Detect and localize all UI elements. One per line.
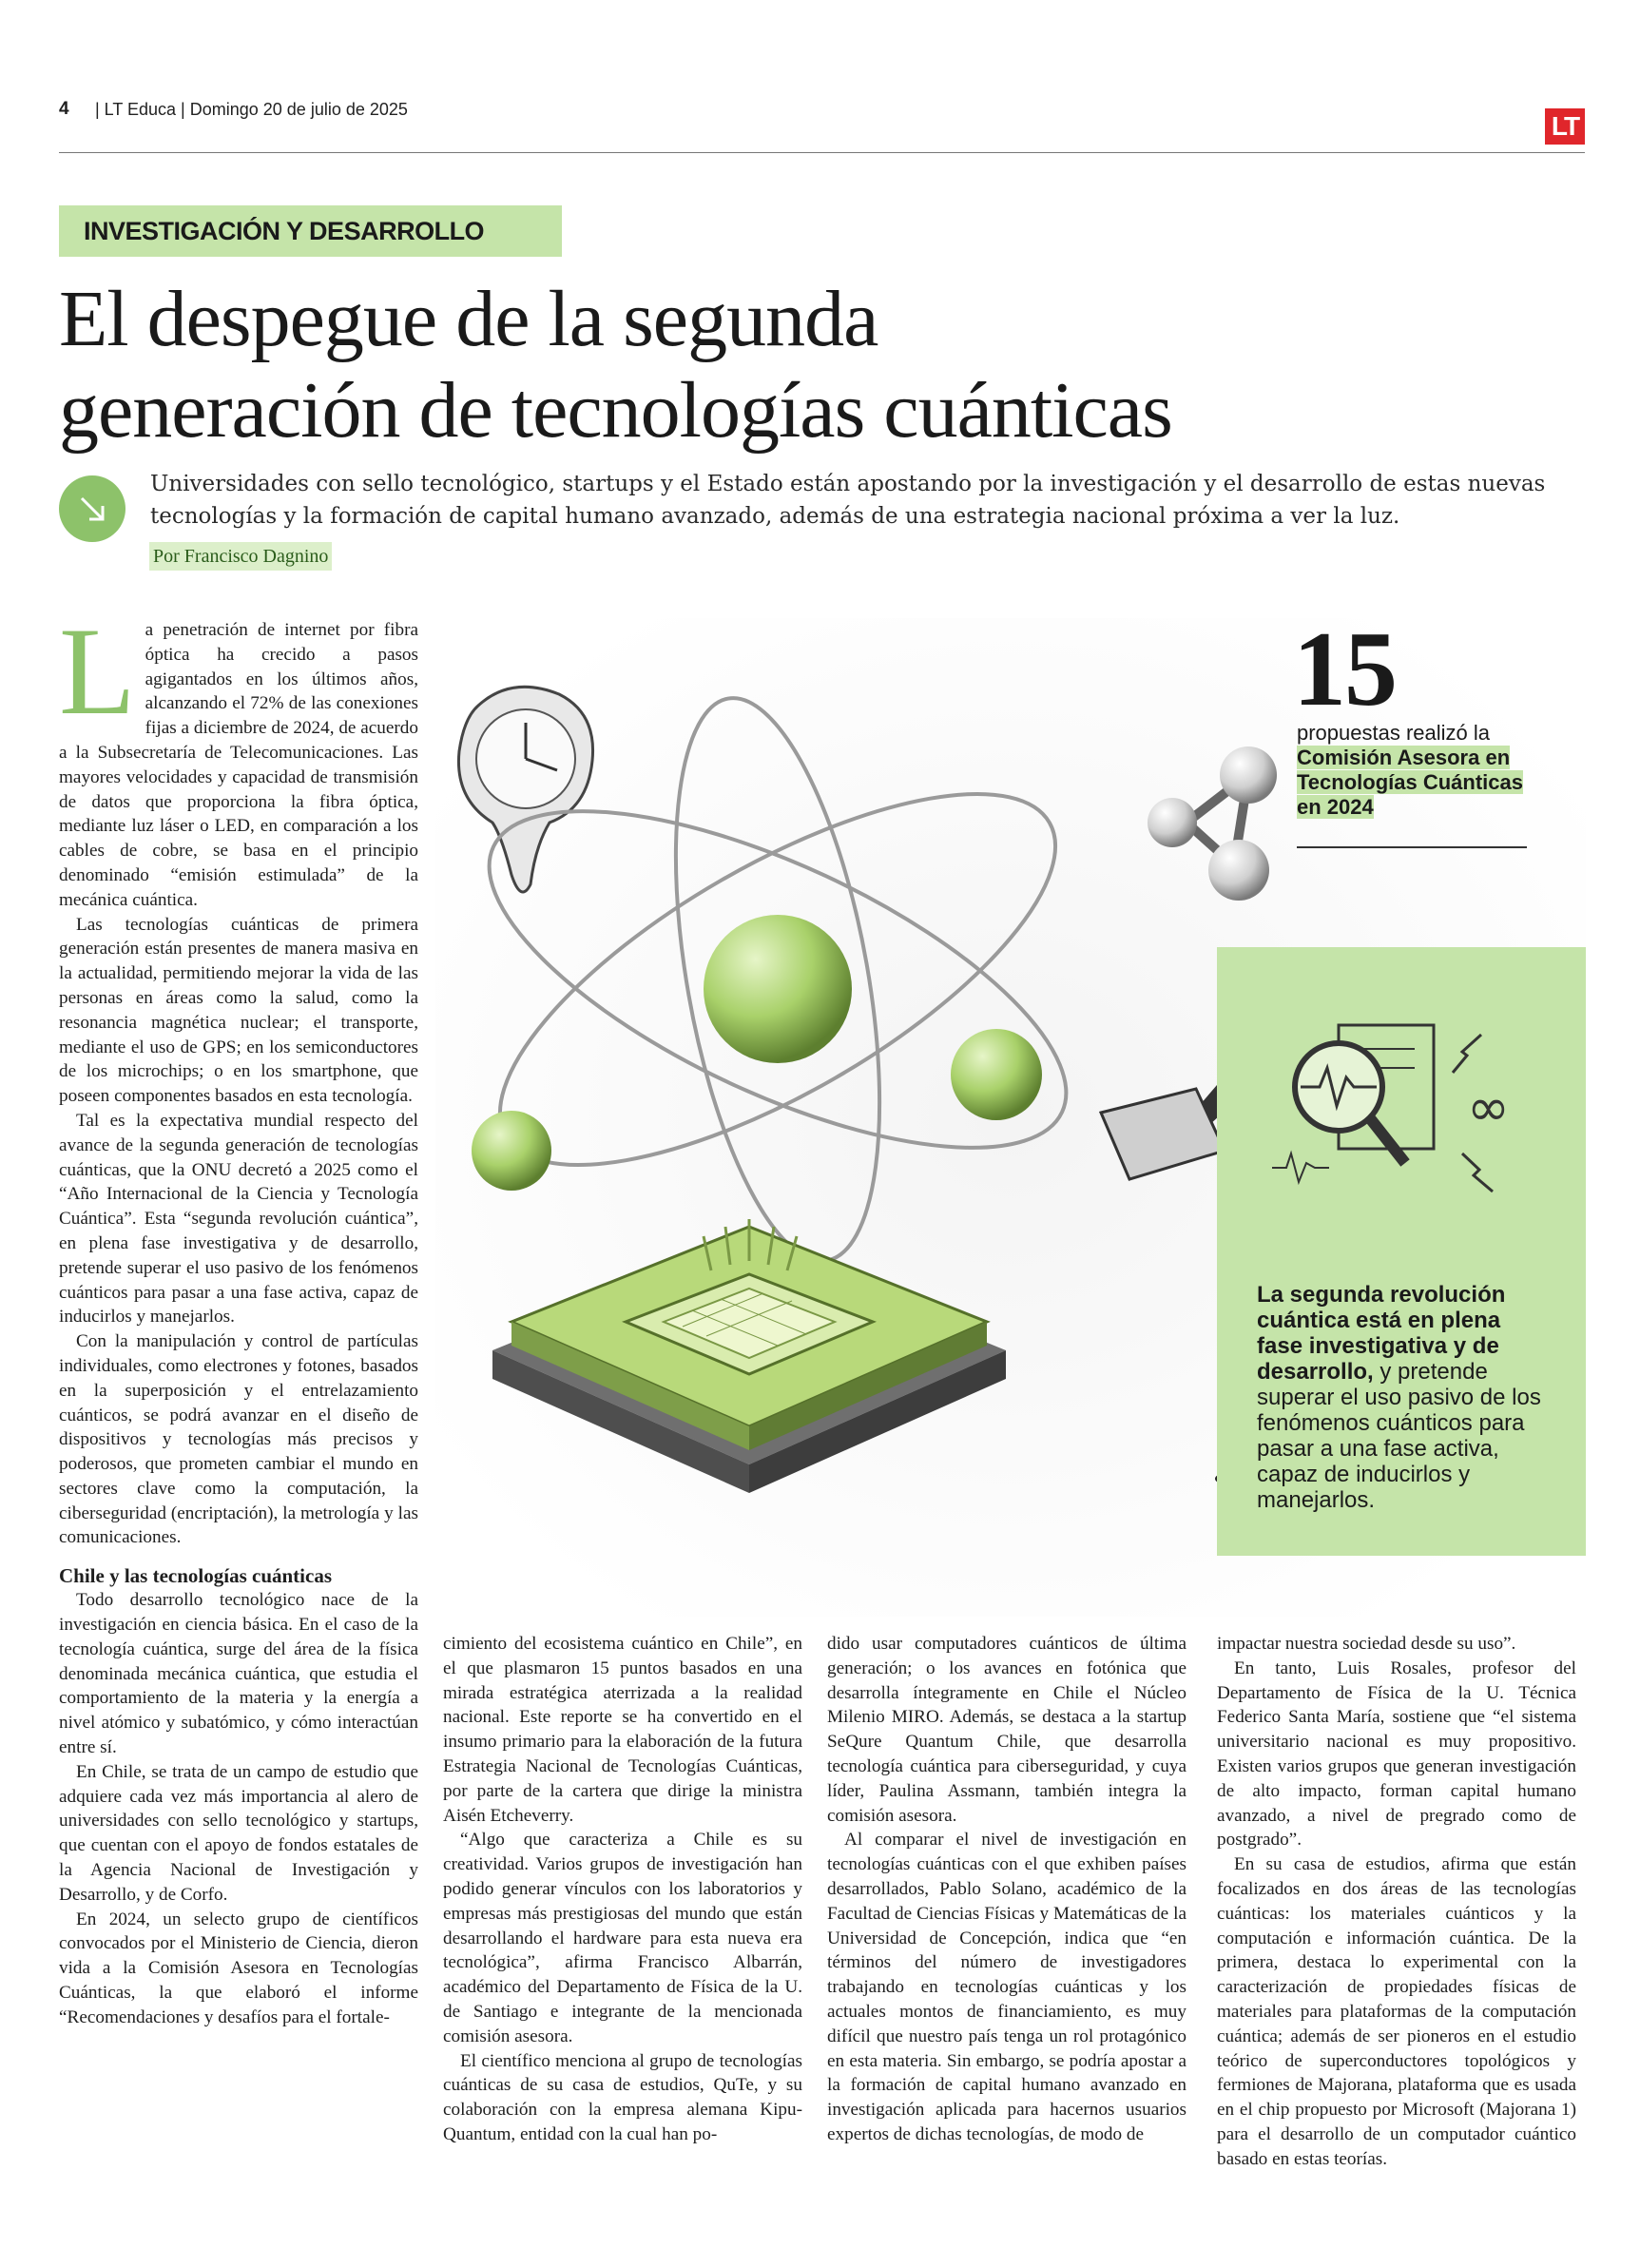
column-4	[1217, 1632, 1576, 2172]
subheading: Chile y las tecnologías cuánticas	[59, 1564, 332, 1588]
paragraph: dido usar computadores cuánticos de última generación; o los avances en fotónica que desarrolla íntegramente en Chile el Núcleo Milenio MIRO. Además, se destaca a la startup SeQure Quantum Chile, que desarrolla tecnología cuántica para ciberseguridad, y cuya líder, Paulina Assmann, también integra la comisión asesora.	[827, 1634, 1187, 1826]
paragraph: Tal es la expectativa mundial respecto del avance de la segunda generación de tecnologías cuánticas, que la ONU decretó a 2025 como el “Año Internacional de la Ciencia y Tecnología Cuántica”. Esta “segunda revolución cuántica”, en plena fase investigativa y de desarrollo, pretende superar el uso pasivo de los fenómenos cuánticos para pasar a una fase activa, capaz de inducirlos y manejarlos.	[59, 1110, 418, 1328]
paragraph: En Chile, se trata de un campo de estudio que adquiere cada vez más importancia al alero de universidades con sello tecnológico y startups, que cuentan con el apoyo de fondos estatales de la Agencia Nacional de Investigación y Desarrollo, y de Corfo.	[59, 1761, 418, 1905]
paragraph: Todo desarrollo tecnológico nace de la investigación en ciencia básica. En el caso de la tecnología cuántica, surge del área de la física denominada mecánica cuántica, que estudia el comportamiento de la materia y la energía a nivel atómico y subatómico, y cómo interactúan entre sí.	[59, 1590, 418, 1758]
magnifier-signal-icon	[1263, 997, 1548, 1225]
arrow-down-right-icon	[59, 475, 125, 542]
page-number: 4	[59, 99, 69, 119]
quote-text	[1257, 1282, 1548, 1513]
lt-logo: LT	[1545, 108, 1585, 145]
headline	[59, 274, 1580, 456]
paragraph: Con la manipulación y control de partículas individuales, como electrones y fotones, basados en la superposición y el entrelazamiento cuánticos, se podrá avanzar en el diseño de dispositivos y tecnologías más precisos y poderosos, que prometen cambiar el mundo en sectores clave como la computación, la ciberseguridad (encriptación), la metrología y las comunicaciones.	[59, 1331, 418, 1548]
page-header	[59, 99, 1585, 127]
paragraph: Las tecnologías cuánticas de primera generación están presentes de manera masiva en la actualidad, permitiendo mejorar la vida de las personas en áreas como la salud, como la resonancia magnética nuclear; el transporte, mediante el uso de GPS; en los semiconductores de los microchips; o en los smartphone, que poseen componentes basados en esta tecnología.	[59, 914, 418, 1107]
column-3	[827, 1632, 1187, 2147]
quote-bold: La segunda revolución cuántica está en plena fase investigativa y de desarrollo,	[1257, 1282, 1506, 1385]
paragraph: El científico menciona al grupo de tecnologías cuánticas de su casa de estudios, QuTe, y su colaboración con la empresa alemana Kipu-Quantum, entidad con la cual han po-	[443, 2050, 802, 2144]
stat-highlight: Comisión Asesora en Tecnologías Cuánticas en 2024	[1297, 746, 1523, 819]
section-tag: INVESTIGACIÓN Y DESARROLLO	[59, 205, 562, 257]
drop-cap: L	[59, 601, 136, 741]
paragraph: En tanto, Luis Rosales, profesor del Departamento de Física de la U. Técnica Federico Santa María, sostiene que “el sistema universitario nacional es muy propositivo. Existen varios grupos que generan investigación de alto impacto, forman capital humano avanzado, a nivel de pregrado como de postgrado”.	[1217, 1657, 1576, 1851]
paragraph: En su casa de estudios, afirma que están focalizados en dos áreas de las tecnologías cuánticas: los materiales cuánticos y la computación e información cuántica. De la primera, destaca lo experimental con la caracterización de propiedades físicas de materiales para plataformas de la computación cuántica; además de ser pioneros en el estudio teórico de superconductores topológicos y fermiones de Majorana, plataforma que es usada en el chip propuesto por Microsoft (Majorana 1) para el desarrollo de un computador cuántico basado en estas teorías.	[1217, 1854, 1576, 2169]
byline: Por Francisco Dagnino	[149, 542, 332, 571]
headline-line-1: El despegue de la segunda	[59, 275, 878, 363]
paragraph-text: a penetración de internet por fibra óptica ha crecido a pasos agigantados en los últimos años, alcanzando el 72% de las conexiones fijas a diciembre de 2024, de acuerdo a la Subsecretaría de Telecomunicaciones. Las mayores velocidades y capacidad de transmisión de datos que proporciona la fibra óptica, mediante luz láser o LED, en comparación a los cables de cobre, se basa en el principio denominado “emisión estimulada” de la mecánica cuántica.	[59, 620, 418, 910]
headline-line-2: generación de tecnologías cuánticas	[59, 366, 1172, 455]
stat-lead: propuestas realizó la	[1297, 721, 1491, 745]
quote-rest: y pretende superar el uso pasivo de los fenómenos cuánticos para pasar a una fase activa, capaz de inducirlos y manejarlos.	[1257, 1359, 1541, 1513]
stat-divider	[1297, 846, 1527, 848]
header-divider	[59, 152, 1585, 153]
stat-number: 15	[1293, 611, 1396, 728]
paragraph: Al comparar el nivel de investigación en tecnologías cuánticas con el que exhiben países desarrollados, Pablo Solano, académico de la Facultad de Ciencias Físicas y Matemáticas de la Universidad de Concepción, indica que “en términos del número de investigadores trabajando en tecnologías cuánticas y los actuales montos de financiamiento, es muy difícil que nuestro país tenga un rol protagónico en esta materia. Sin embargo, se podría apostar a la formación de capital humano avanzado en investigación aplicada para hacernos usuarios expertos de dichas tecnologías, de modo de	[827, 1830, 1187, 2144]
paragraph: impactar nuestra sociedad desde su uso”.	[1217, 1634, 1516, 1654]
intro-paragraph	[59, 601, 418, 913]
paragraph: “Algo que caracteriza a Chile es su creatividad. Varios grupos de investigación han podido generar vínculos con los laboratorios y empresas más prestigiosas del mundo que están desarrollando el hardware para esta nueva era tecnológica”, afirma Francisco Albarrán, académico del Departamento de Física de la U. de Santiago e integrante de la mencionada comisión asesora.	[443, 1830, 802, 2046]
paragraph: cimiento del ecosistema cuántico en Chile”, en el que plasmaron 15 puntos basados en una mirada estratégica aterrizada a la realidad nacional. Este reporte se ha convertido en el insumo primario para la elaboración de la futura Estrategia Nacional de Tecnologías Cuánticas, por parte de la cartera que dirige la ministra Aisén Etcheverry.	[443, 1634, 802, 1826]
stat-description	[1297, 721, 1525, 820]
publication-line: | LT Educa | Domingo 20 de julio de 2025	[95, 100, 408, 119]
article-deck: Universidades con sello tecnológico, startups y el Estado están apostando por la investigación y el desarrollo de estas nuevas tecnologías y la formación de capital humano avanzado, además de una estrategia nacional próxima a ver la luz.	[150, 472, 1546, 529]
svg-text:∞: ∞	[1467, 1077, 1510, 1137]
column-2	[443, 1632, 802, 2147]
column-1	[59, 601, 418, 2030]
paragraph: En 2024, un selecto grupo de científicos convocados por el Ministerio de Ciencia, dieron vida a la Comisión Asesora en Tecnologías Cuánticas, la que elaboró el informe “Recomendaciones y desafíos para el fortale-	[59, 1909, 418, 2027]
